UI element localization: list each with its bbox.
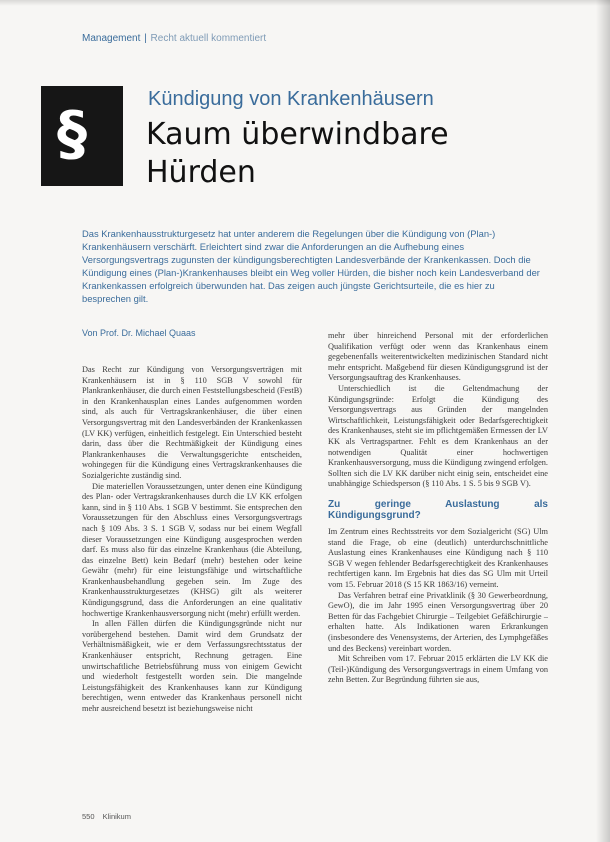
page-edge-shadow [596, 0, 610, 842]
title-line-1: Kaum überwindbare [146, 117, 449, 152]
body-paragraph: mehr über hinreichend Personal mit der erforderlichen Qualifikation verfügt oder wenn das Krankenhaus einem gegebenenfalls weiterentwickelten medizinischen Standard nicht mehr entspricht. Maßgebend für diesen Kündigungsgrund ist der Versorgungsauftrag des Krankenhauses. [328, 331, 548, 383]
section-kicker [82, 33, 266, 44]
body-paragraph: Im Zentrum eines Rechtsstreits vor dem Sozialgericht (SG) Ulm stand die Frage, ob eine (deutlich) unterdurchschnittliche Auslastung eines Krankenhauses eine Kündigung nach § 110 SGB V wegen fehlender Bedarfsgerechtigkeit des Krankenhauses rechtfertigen kann. Im Ergebnis hat dies das SG Ulm mit Urteil vom 15. Februar 2018 (S 15 KR 1863/16) verneint. [328, 527, 548, 590]
page-footer [82, 812, 131, 821]
section-heading: Zu geringe Auslastung als Kündigungsgrund? [328, 498, 548, 521]
body-column-right [328, 331, 548, 791]
article-subtitle: Kündigung von Krankenhäusern [148, 88, 434, 110]
page-number: 550 [82, 812, 95, 821]
body-paragraph: Die materiellen Voraussetzungen, unter denen eine Kündigung des Plan- oder Vertragskrankenhauses durch die LV KK erfolgen kann, sind in § 110 Abs. 1 SGB V bestimmt. Sie entsprechen den Voraussetzungen für den Abschluss eines Versorgungsvertrags nach § 109 Abs. 3 S. 1 SGB V, sodass nur bei einem Wegfall dieser Voraussetzungen eine Kündigung ausgesprochen werden darf. Es muss also für das einzelne Krankenhaus (die Abteilung, das einzelne Bett) kein Bedarf (mehr) bestehen oder keine Gewähr (mehr) für eine leistungsfähige und wirtschaftliche Krankenhausbehandlung gegeben sein. Im Zuge des Krankenhausstrukturgesetzes (KHSG) gilt als weiterer Kündigungsgrund, dass die Anforderungen an eine qualitativ hochwertige Krankenhausversorgung nicht (mehr) erfüllt werden. [82, 481, 302, 618]
publication-name: Klinikum [102, 812, 131, 821]
body-paragraph: Das Recht zur Kündigung von Versorgungsverträgen mit Krankenhäusern ist in § 110 SGB V sowohl für Plankrankenhäuser, die durch einen Feststellungsbescheid (FestB) in den Krankenhausplan eines Landes aufgenommen worden sind, als auch für Vertragskrankenhäuser, die über einen Versorgungsvertrag mit den Landesverbänden der Krankenkassen (LV KK) verfügen, einheitlich festgelegt. Ein Unterschied besteht darin, dass über die Rechtmäßigkeit der Kündigung eines Plankrankenhauses die Verwaltungsgerichte entscheiden, wohingegen für die Kündigung eines Vertragskrankenhauses die Sozialgerichte zuständig sind. [82, 365, 302, 480]
section-label: Management [82, 33, 141, 44]
paragraph-icon: § [57, 99, 87, 169]
author-byline: Von Prof. Dr. Michael Quaas [82, 328, 196, 338]
article-intro [82, 227, 542, 305]
intro-text: Das Krankenhausstrukturgesetz hat unter anderem die Regelungen über die Kündigung von (Plan-) Krankenhäusern verschärft. Erleichtert sind zwar die Anforderungen an die Aufhebung eines Versorgungsvertrags zugunsten der kündigungsberechtigten Landesverbände der Krankenkassen. Doch die Kündigung eines (Plan-)Krankenhauses bleibt ein Weg voller Hürden, die bisher noch kein Landesverband der Krankenkassen erfolgreich überwunden hat. Das zeigen auch jüngste Gerichtsurteile, die es hier zu besprechen gilt. [82, 228, 540, 304]
body-column-left [82, 365, 302, 795]
body-paragraph: Unterschiedlich ist die Geltendmachung der Kündigungsgründe: Erfolgt die Kündigung des Versorgungsvertrags aus Gründen der mangelnden Wirtschaftlichkeit, Leistungsfähigkeit oder Bedarfsgerechtigkeit des Krankenhauses, steht sie im pflichtgemäßen Ermessen der LV KK als Vertragspartner. Fehlt es dem Krankenhaus an der notwendigen Qualität einer hochwertigen Krankenhausversorgung, muss die Kündigung zwingend erfolgen. Sollten sich die LV KK darüber nicht einig sein, entscheidet eine unabhängige Schiedsperson (§ 110 Abs. 1 S. 5 bis 9 SGB V). [328, 383, 548, 489]
paragraph-badge [41, 86, 123, 186]
rubric-label: Recht aktuell kommentiert [150, 33, 267, 44]
title-line-2: Hürden [146, 155, 256, 190]
page-top-shadow [0, 0, 610, 6]
body-paragraph: Das Verfahren betraf eine Privatklinik (§ 30 Gewerbeordnung, GewO), die im Jahr 1995 einen Versorgungsvertrag über 20 Betten für das Fachgebiet Chirurgie – Teilgebiet Gefäßchirurgie – erhalten hatte. Als Indikationen waren Erkrankungen (insbesondere des Venensystems, der Arterien, des Lymphgefäßes und des Beckens) vereinbart worden. [328, 590, 548, 653]
section-separator: | [144, 33, 147, 44]
body-paragraph: In allen Fällen dürfen die Kündigungsgründe nicht nur vorübergehend bestehen. Damit wird dem Grundsatz der Verhältnismäßigkeit, wie er dem Verfassungsrechtsstatus der Krankenhäuser entspricht, Rechnung getragen. Eine unwirtschaftliche Betriebsführung muss von einigem Gewicht und wiederholt festgestellt worden sein. Die mangelnde Leistungsfähigkeit des Krankenhauses kann zur Kündigung berechtigen, wenn entweder das Krankenhaus personell nicht mehr ausreichend besetzt ist beziehungsweise nicht [82, 619, 302, 713]
article-title [146, 116, 449, 192]
body-paragraph: Mit Schreiben vom 17. Februar 2015 erklärten die LV KK die (Teil-)Kündigung des Versorgungsvertrags in einem Umfang von zehn Betten. Zur Begründung führten sie aus, [328, 654, 548, 685]
